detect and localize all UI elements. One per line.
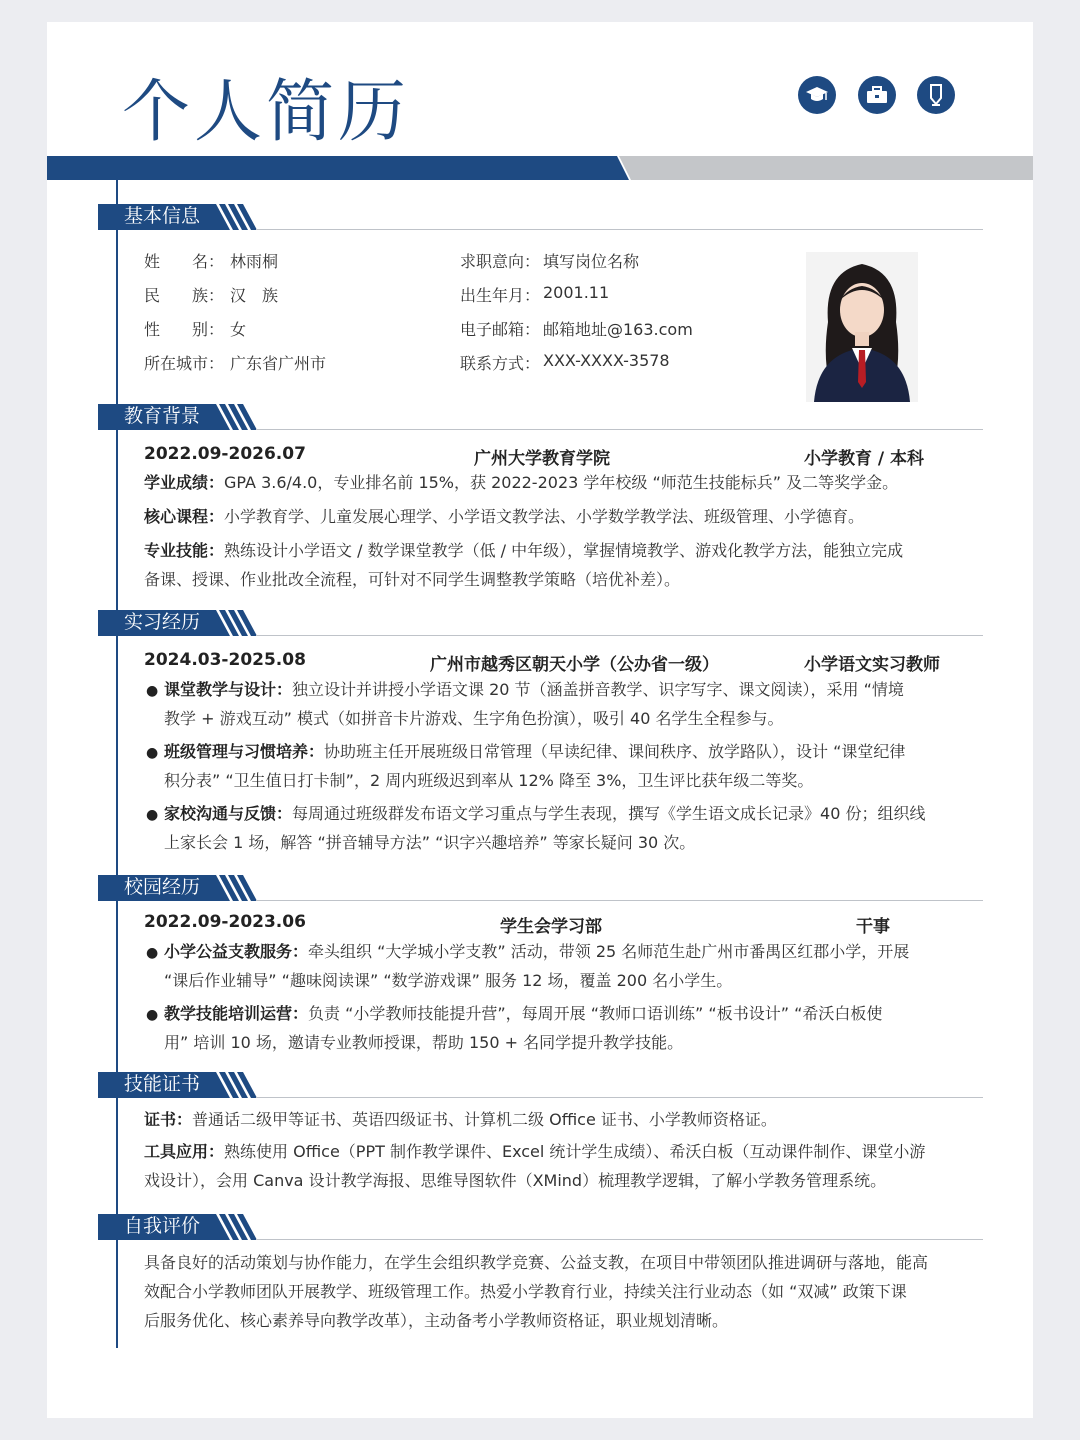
education-school: 广州大学教育学院: [474, 449, 610, 469]
self-line-3: 后服务优化、核心素养导向教学改革），主动备考小学教师资格证，职业规划清晰。: [144, 1311, 729, 1330]
internship-item: [164, 799, 964, 857]
bullet-icon: ●: [146, 807, 159, 823]
item-label: 班级管理与习惯培养：: [164, 742, 325, 761]
name-value: 林雨桐: [230, 252, 279, 271]
item-line-2: 上家长会 1 场，解答 “拼音辅导方法” “识字兴趣培养” 等家长疑问 30 次。: [164, 833, 696, 852]
campus-item: [164, 999, 964, 1057]
item-line-2: 积分表” “卫生值日打卡制”，2 周内班级迟到率从 12% 降至 3%，卫生评比获年级二等奖。: [164, 771, 814, 790]
section-internship-header: [98, 608, 988, 648]
item-line-1: 牵头组织 “大学城小学支教” 活动，带领 25 名师范生赴广州市番禺区红郡小学，开展: [308, 942, 910, 961]
item-line-1: 每周通过班级群发布语文学习重点与学生表现，撰写《学生语文成长记录》40 份；组织线: [292, 804, 926, 823]
self-line-1: 具备良好的活动策划与协作能力，在学生会组织教学竞赛、公益支教，在项目中带领团队推进调研与落地，能高: [144, 1253, 929, 1272]
course-label: 核心课程：: [144, 507, 225, 526]
phone-value: XXX-XXXX-3578: [543, 351, 670, 370]
section-rule: [256, 900, 983, 901]
briefcase-icon: [858, 76, 896, 114]
education-gpa: [144, 468, 964, 497]
birth-value: 2001.11: [543, 283, 610, 302]
campus-date: 2022.09-2023.06: [144, 912, 306, 932]
ethnic-value: 汉 族: [230, 286, 279, 305]
section-title: 基本信息: [124, 205, 201, 227]
bullet-icon: ●: [146, 745, 159, 761]
education-skills: [144, 536, 964, 594]
internship-item: [164, 737, 964, 795]
item-label: 小学公益支教服务：: [164, 942, 309, 961]
timeline-line: [116, 180, 118, 1348]
section-title: 教育背景: [124, 405, 201, 427]
education-courses: [144, 502, 964, 531]
internship-item: [164, 675, 964, 733]
section-rule: [256, 429, 983, 430]
skill-line-1: 熟练设计小学语文 / 数学课堂教学（低 / 中年级），掌握情境教学、游戏化教学方法，能独立完成: [224, 541, 904, 560]
internship-date: 2024.03-2025.08: [144, 650, 306, 670]
pen-icon: [917, 76, 955, 114]
course-text: 小学教育学、儿童发展心理学、小学语文教学法、小学数学教学法、班级管理、小学德育。: [224, 507, 865, 526]
skill-label: 专业技能：: [144, 541, 225, 560]
page-title: 个人简历: [122, 73, 411, 152]
job-label: 求职意向：: [460, 252, 541, 271]
section-title: 实习经历: [124, 611, 201, 633]
section-rule: [256, 1097, 983, 1098]
gender-label: 性 别：: [144, 320, 225, 339]
city-value: 广东省广州市: [230, 354, 327, 373]
skills-certificates: [144, 1105, 964, 1134]
birth-label: 出生年月：: [460, 286, 541, 305]
job-value: 填写岗位名称: [543, 252, 640, 271]
section-self-header: [98, 1212, 988, 1252]
item-line-1: 独立设计并讲授小学语文课 20 节（涵盖拼音教学、识字写字、课文阅读），采用 “情境: [292, 680, 904, 699]
self-evaluation: [144, 1248, 974, 1335]
tool-line-2: 戏设计），会用 Canva 设计教学海报、思维导图软件（XMind）梳理教学逻辑，了解小学教务管理系统。: [144, 1171, 887, 1190]
tool-label: 工具应用：: [144, 1142, 225, 1161]
item-label: 家校沟通与反馈：: [164, 804, 293, 823]
item-line-1: 负责 “小学教师技能提升营”，每周开展 “教师口语训练” “板书设计” “希沃白板使: [308, 1004, 883, 1023]
profile-photo: [806, 252, 918, 402]
name-label: 姓 名：: [144, 252, 225, 271]
cert-label: 证书：: [144, 1110, 193, 1129]
internship-org: 广州市越秀区朝天小学（公办省一级）: [430, 655, 719, 675]
phone-label: 联系方式：: [460, 354, 541, 373]
bullet-icon: ●: [146, 945, 159, 961]
education-date: 2022.09-2026.07: [144, 444, 306, 464]
item-label: 教学技能培训运营：: [164, 1004, 309, 1023]
section-title: 技能证书: [124, 1073, 201, 1095]
section-title: 自我评价: [124, 1215, 201, 1237]
section-campus-header: [98, 873, 988, 913]
section-title: 校园经历: [124, 876, 201, 898]
internship-role: 小学语文实习教师: [804, 655, 940, 675]
campus-role: 干事: [856, 917, 890, 937]
section-basic-header: [98, 202, 988, 242]
section-skills-header: [98, 1070, 988, 1110]
gender-value: 女: [230, 320, 247, 339]
email-label: 电子邮箱：: [460, 320, 541, 339]
education-major: 小学教育 / 本科: [804, 449, 925, 469]
header-band: [47, 156, 1033, 180]
item-line-1: 协助班主任开展班级日常管理（早读纪律、课间秩序、放学路队），设计 “课堂纪律: [324, 742, 906, 761]
email-value: 邮箱地址@163.com: [543, 320, 693, 339]
bullet-icon: ●: [146, 683, 159, 699]
bullet-icon: ●: [146, 1007, 159, 1023]
campus-item: [164, 937, 964, 995]
section-rule: [256, 635, 983, 636]
graduation-cap-icon: [798, 76, 836, 114]
skills-tools: [144, 1137, 964, 1195]
skill-line-2: 备课、授课、作业批改全流程，可针对不同学生调整教学策略（培优补差）。: [144, 570, 681, 589]
section-education-header: [98, 402, 988, 442]
section-rule: [256, 1239, 983, 1240]
item-line-2: 教学 + 游戏互动” 模式（如拼音卡片游戏、生字角色扮演），吸引 40 名学生全程参与。: [164, 709, 784, 728]
cert-text: 普通话二级甲等证书、英语四级证书、计算机二级 Office 证书、小学教师资格证。: [192, 1110, 777, 1129]
gpa-label: 学业成绩：: [144, 473, 225, 492]
city-label: 所在城市：: [144, 354, 225, 373]
item-label: 课堂教学与设计：: [164, 680, 293, 699]
self-line-2: 效配合小学教师团队开展教学、班级管理工作。热爱小学教育行业，持续关注行业动态（如 “双减” 政策下课: [144, 1282, 907, 1301]
gpa-text: GPA 3.6/4.0，专业排名前 15%，获 2022-2023 学年校级 “师范生技能标兵” 及二等奖学金。: [224, 473, 899, 492]
section-rule: [256, 229, 983, 230]
ethnic-label: 民 族：: [144, 286, 225, 305]
tool-line-1: 熟练使用 Office（PPT 制作教学课件、Excel 统计学生成绩）、希沃白板（互动课件制作、课堂小游: [224, 1142, 926, 1161]
item-line-2: 用” 培训 10 场，邀请专业教师授课，帮助 150 + 名同学提升教学技能。: [164, 1033, 684, 1052]
campus-org: 学生会学习部: [500, 917, 602, 937]
item-line-2: “课后作业辅导” “趣味阅读课” “数学游戏课” 服务 12 场，覆盖 200 名小学生。: [164, 971, 733, 990]
